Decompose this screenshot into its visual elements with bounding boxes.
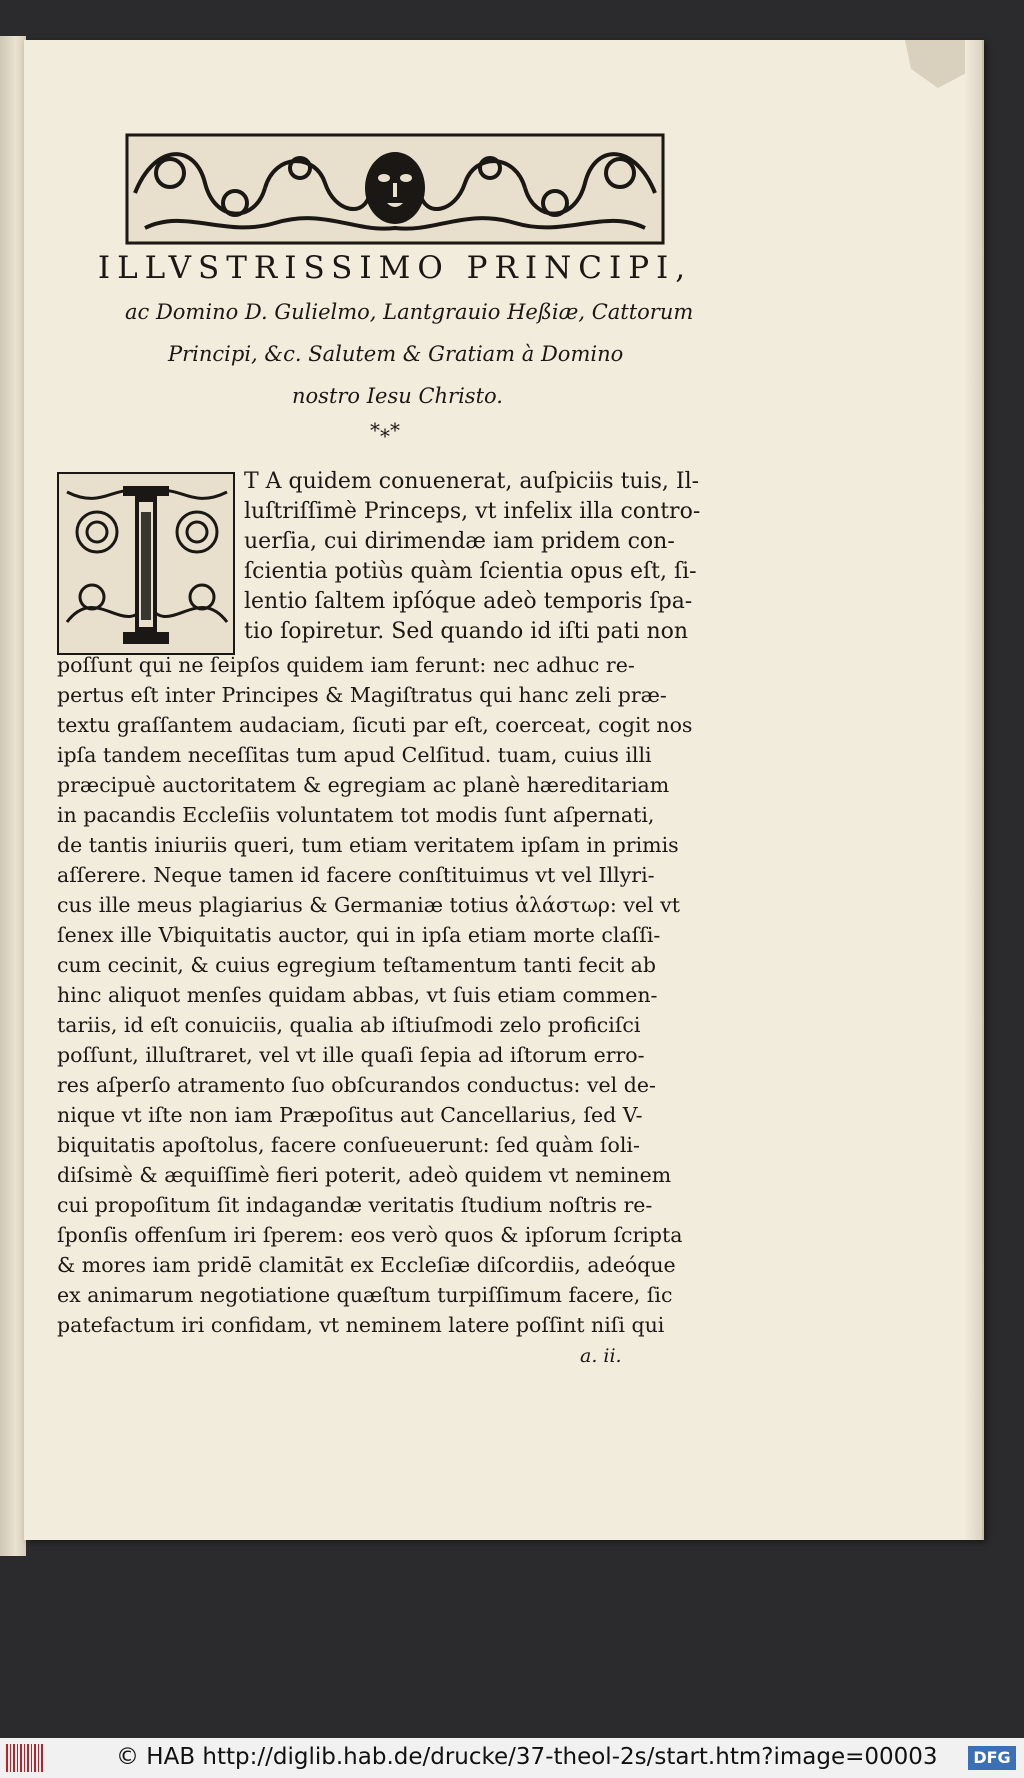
text-line-28: ex animarum negotiatione quæſtum turpiſſimum facere, ſic [57, 1283, 673, 1307]
text-line-21: res aſperſo atramento ſuo obſcurandos conductus: vel de- [57, 1073, 656, 1097]
barcode-icon [6, 1744, 44, 1772]
text-line-20: poſſunt, illuſtraret, vel vt ille quaſi ſepia ad iſtorum erro- [57, 1043, 645, 1067]
text-line-14: aſſerere. Neque tamen id facere conſtituimus vt vel Illyri- [57, 863, 655, 887]
subtitle-line-3: nostro Iesu Christo. [292, 384, 503, 408]
text-line-12: in pacandis Eccleſiis voluntatem tot modis ſunt aſpernati, [57, 803, 655, 827]
text-line-13: de tantis iniuriis queri, tum etiam veritatem ipſam in primis [57, 833, 679, 857]
dedication-title: ILLVSTRISSIMO PRINCIPI, [97, 250, 693, 286]
text-line-6: tio ſopiretur. Sed quando id iſti pati non [244, 619, 689, 644]
subtitle-line-1: ac Domino D. Gulielmo, Lantgrauio Heßiæ, Cattorum [125, 300, 694, 324]
text-line-22: nique vt iſte non iam Præpoſitus aut Cancellarius, ſed V- [57, 1103, 643, 1127]
text-line-19: tariis, id eſt conuiciis, qualia ab iſtiuſmodi zelo proficiſci [57, 1013, 641, 1037]
previous-page-edge [0, 36, 26, 1556]
text-line-23: biquitatis apoſtolus, facere conſueuerunt: ſed quàm ſoli- [57, 1133, 640, 1157]
text-line-15: cus ille meus plagiarius & Germaniæ totius ἀλάστωρ: vel vt [57, 893, 680, 917]
text-line-16: ſenex ille Vbiquitatis auctor, qui in ipſa etiam morte claſſi- [57, 923, 661, 947]
text-line-2: luſtriſſimè Princeps, vt infelix illa contro- [244, 499, 701, 524]
decorated-initial-letter [57, 472, 235, 655]
text-line-25: cui propoſitum ſit indagandæ veritatis ſtudium noſtris re- [57, 1193, 653, 1217]
text-line-8: pertus eſt inter Principes & Magiſtratus qui hanc zeli præ- [57, 683, 667, 707]
text-line-10: ipſa tandem neceſſitas tum apud Celſitud. tuam, cuius illi [57, 743, 652, 767]
ornament-stars: *⁎* [370, 418, 400, 442]
text-line-5: lentio ſaltem ipſóque adeò temporis ſpa- [244, 589, 693, 614]
text-line-17: cum cecinit, & cuius egregium teſtamentum tanti fecit ab [57, 953, 657, 977]
copyright-link[interactable]: © HAB http://diglib.hab.de/drucke/37-theol-2s/start.htm?image=00003 [116, 1744, 938, 1770]
text-line-3: uerſia, cui dirimendæ iam pridem con- [244, 529, 675, 554]
subtitle-line-2: Principi, &c. Salutem & Gratiam à Domino [168, 342, 624, 366]
text-line-26: ſponſis offenſum iri ſperem: eos verò quos & ipſorum ſcripta [57, 1223, 683, 1247]
ornamental-headpiece [125, 133, 665, 245]
text-line-27: & mores iam pridē clamitāt ex Eccleſiæ diſcordiis, adeóque [57, 1253, 676, 1277]
dfg-logo: DFG [968, 1746, 1016, 1770]
text-line-1: T A quidem conuenerat, auſpiciis tuis, Il- [244, 469, 700, 494]
text-line-24: diſsimè & æquiſſimè fieri poterit, adeò quidem vt neminem [57, 1163, 672, 1187]
signature-mark: a. ii. [580, 1345, 622, 1367]
text-line-4: ſcientia potiùs quàm ſcientia opus eſt, ſi- [244, 559, 697, 584]
text-line-7: poſſunt qui ne ſeipſos quidem iam ferunt: nec adhuc re- [57, 653, 635, 677]
footer-bar [0, 1738, 1024, 1778]
text-line-11: præcipuè auctoritatem & egregiam ac planè hæreditariam [57, 773, 670, 797]
text-line-18: hinc aliquot menſes quidam abbas, vt ſuis etiam commen- [57, 983, 658, 1007]
text-line-9: textu graſſantem audaciam, ſicuti par eſt, coerceat, cogit nos [57, 713, 693, 737]
text-line-29: patefactum iri confidam, vt neminem latere poſſint niſi qui [57, 1313, 665, 1337]
